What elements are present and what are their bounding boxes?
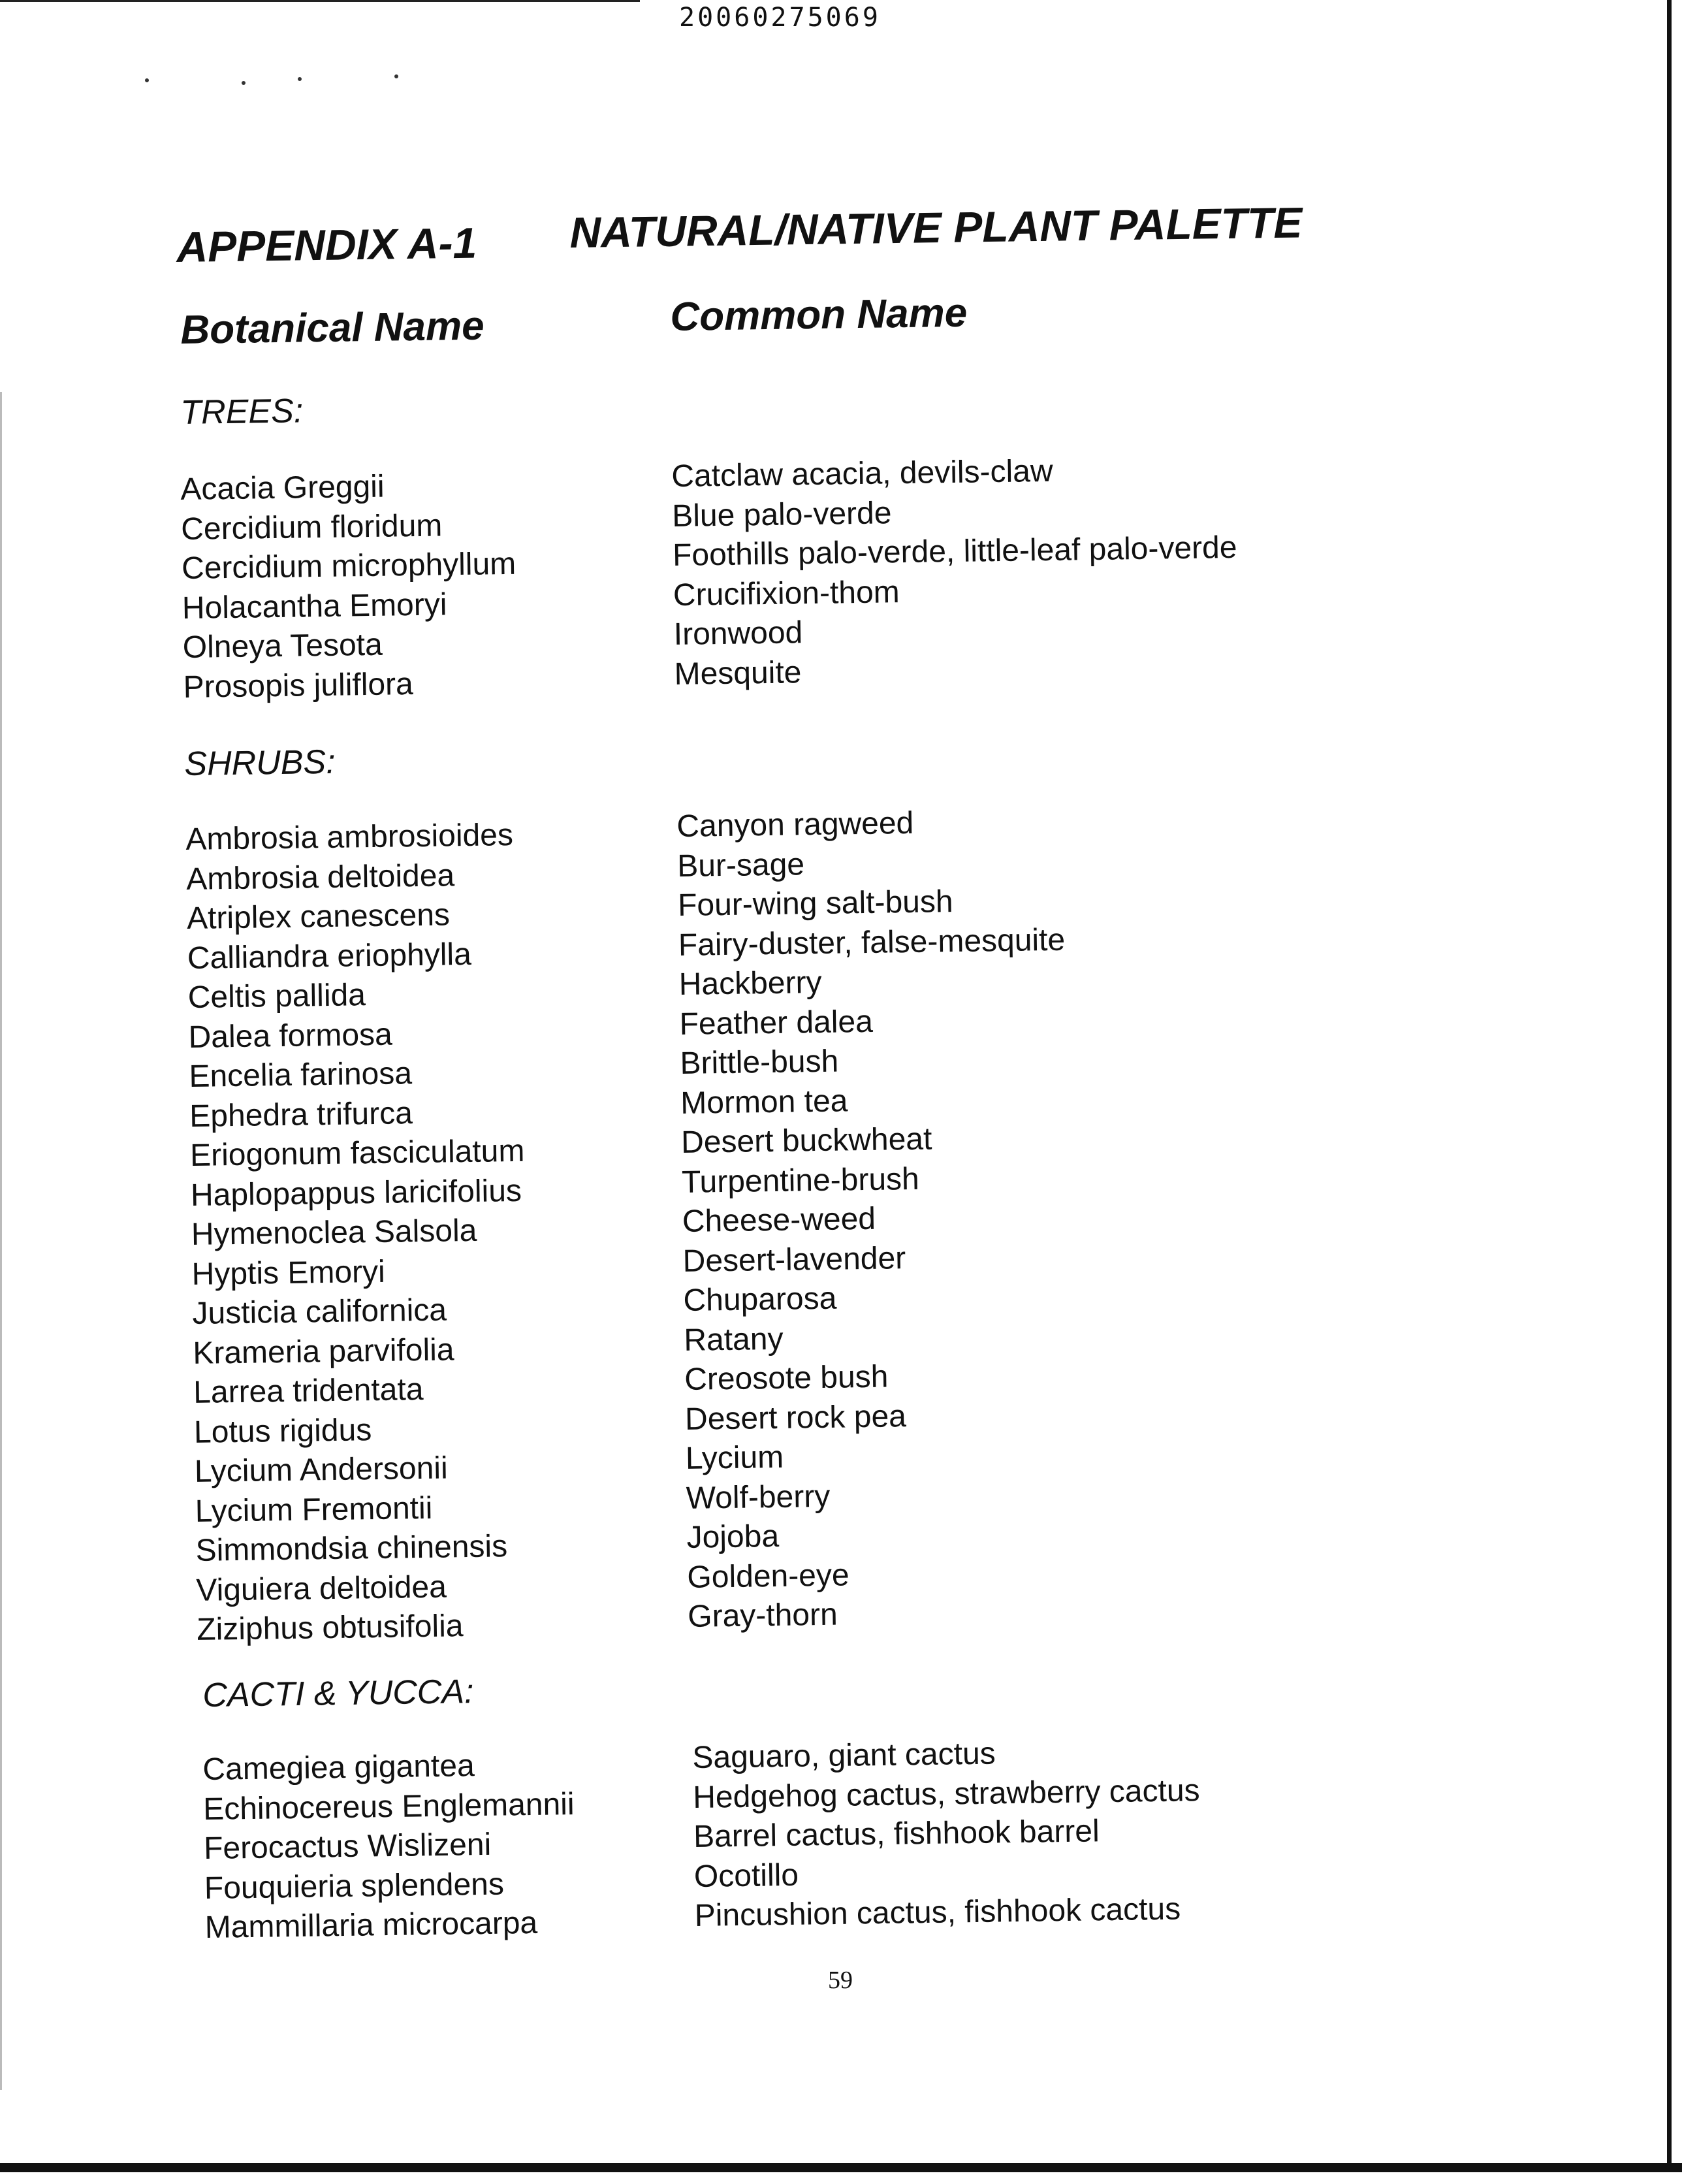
list-item: Acacia Greggii — [180, 469, 385, 507]
list-item: Lycium Andersonii — [194, 1451, 449, 1489]
list-item: Cercidium floridum — [180, 507, 443, 547]
list-item: Lycium Fremontii — [195, 1490, 433, 1529]
list-item: Pincushion cactus, fishhook cactus — [694, 1891, 1181, 1933]
scan-speck — [145, 78, 149, 82]
list-item: Calliandra eriophylla — [187, 937, 472, 976]
list-item: Canyon ragweed — [676, 805, 914, 844]
list-item: Simmondsia chinensis — [195, 1529, 508, 1568]
section-title-trees: TREES: — [180, 392, 304, 432]
list-item: Desert rock pea — [684, 1398, 907, 1437]
list-item: Catclaw acacia, devils-claw — [671, 453, 1053, 494]
list-item: Ironwood — [673, 615, 803, 652]
list-item: Hymenoclea Salsola — [191, 1213, 477, 1252]
list-item: Hackberry — [678, 965, 822, 1002]
list-item: Four-wing salt-bush — [677, 884, 953, 923]
list-item: Crucifixion-thom — [673, 574, 900, 613]
list-item: Dalea formosa — [188, 1017, 393, 1055]
list-item: Ziziphus obtusifolia — [196, 1609, 464, 1647]
list-item: Ambrosia deltoidea — [185, 858, 455, 897]
list-item: Jojoba — [686, 1518, 780, 1555]
list-item: Justicia californica — [192, 1293, 447, 1331]
list-item: Lotus rigidus — [193, 1412, 372, 1450]
list-item: Eriogonum fasciculatum — [189, 1133, 525, 1173]
common-name-header: Common Name — [670, 290, 968, 340]
scan-speck — [298, 77, 302, 81]
list-item: Mammillaria microcarpa — [204, 1905, 538, 1945]
scan-speck — [394, 74, 398, 78]
section-title-shrubs: SHRUBS: — [184, 743, 336, 783]
list-item: Ephedra trifurca — [189, 1095, 413, 1134]
botanical-name-header: Botanical Name — [180, 303, 485, 353]
list-item: Feather dalea — [679, 1004, 874, 1042]
appendix-label: APPENDIX A-1 — [176, 218, 477, 271]
list-item: Ferocactus Wislizeni — [203, 1827, 492, 1866]
list-item: Gray-thorn — [687, 1597, 838, 1634]
shrubs-common-list — [676, 802, 1075, 1637]
cacti-common-list — [692, 1731, 1202, 1936]
list-item: Brittle-bush — [680, 1044, 839, 1081]
list-item: Camegiea gigantea — [202, 1748, 475, 1787]
palette-title: NATURAL/NATIVE PLANT PALETTE — [569, 198, 1303, 257]
left-edge-scan-mark — [0, 392, 2, 2090]
section-title-cacti-yucca: CACTI & YUCCA: — [202, 1673, 474, 1714]
list-item: Desert buckwheat — [680, 1121, 932, 1160]
document-number: 20060275069 — [679, 3, 881, 33]
list-item: Desert-lavender — [682, 1240, 906, 1279]
list-item: Holacantha Emoryi — [182, 586, 447, 626]
list-item: Chuparosa — [683, 1281, 837, 1318]
list-item: Ambrosia ambrosioides — [185, 817, 514, 857]
list-item: Turpentine-brush — [681, 1161, 920, 1200]
list-item: Lycium — [685, 1439, 784, 1476]
shrubs-botanical-list — [185, 816, 532, 1650]
list-item: Creosote bush — [684, 1359, 889, 1397]
list-item: Hyptis Emoryi — [191, 1254, 386, 1292]
list-item: Fairy-duster, false-mesquite — [678, 922, 1066, 963]
trees-common-list — [671, 449, 1239, 694]
list-item: Hedgehog cactus, strawberry cactus — [692, 1773, 1200, 1815]
list-item: Atriplex canescens — [186, 897, 451, 936]
top-rule — [0, 0, 640, 2]
list-item: Mormon tea — [680, 1083, 848, 1121]
page-number: 59 — [828, 1967, 853, 1994]
list-item: Echinocereus Englemannii — [202, 1786, 575, 1827]
right-border — [1667, 0, 1672, 2172]
trees-botanical-list — [180, 466, 518, 707]
list-item: Cheese-weed — [682, 1201, 876, 1239]
list-item: Krameria parvifolia — [193, 1332, 454, 1371]
list-item: Viguiera deltoidea — [196, 1569, 447, 1608]
bottom-border — [0, 2163, 1682, 2172]
scan-speck — [242, 81, 246, 85]
list-item: Olneya Tesota — [182, 627, 383, 665]
cacti-botanical-list — [202, 1745, 577, 1948]
list-item: Foothills palo-verde, little-leaf palo-verde — [672, 530, 1237, 573]
list-item: Bur-sage — [676, 846, 805, 884]
list-item: Saguaro, giant cactus — [692, 1736, 996, 1775]
list-item: Ocotillo — [693, 1857, 799, 1894]
list-item: Golden-eye — [687, 1557, 849, 1595]
list-item: Fouquieria splendens — [204, 1867, 505, 1906]
list-item: Encelia farinosa — [189, 1056, 413, 1094]
list-item: Haplopappus laricifolius — [190, 1173, 522, 1213]
list-item: Wolf-berry — [686, 1479, 831, 1516]
list-item: Barrel cactus, fishhook barrel — [693, 1814, 1100, 1854]
list-item: Larrea tridentata — [193, 1372, 424, 1410]
list-item: Cercidium microphyllum — [181, 546, 516, 586]
list-item: Mesquite — [674, 654, 802, 692]
list-item: Prosopis juliflora — [183, 666, 414, 705]
list-item: Blue palo-verde — [671, 495, 892, 534]
list-item: Ratany — [684, 1321, 784, 1358]
list-item: Celtis pallida — [187, 978, 366, 1015]
